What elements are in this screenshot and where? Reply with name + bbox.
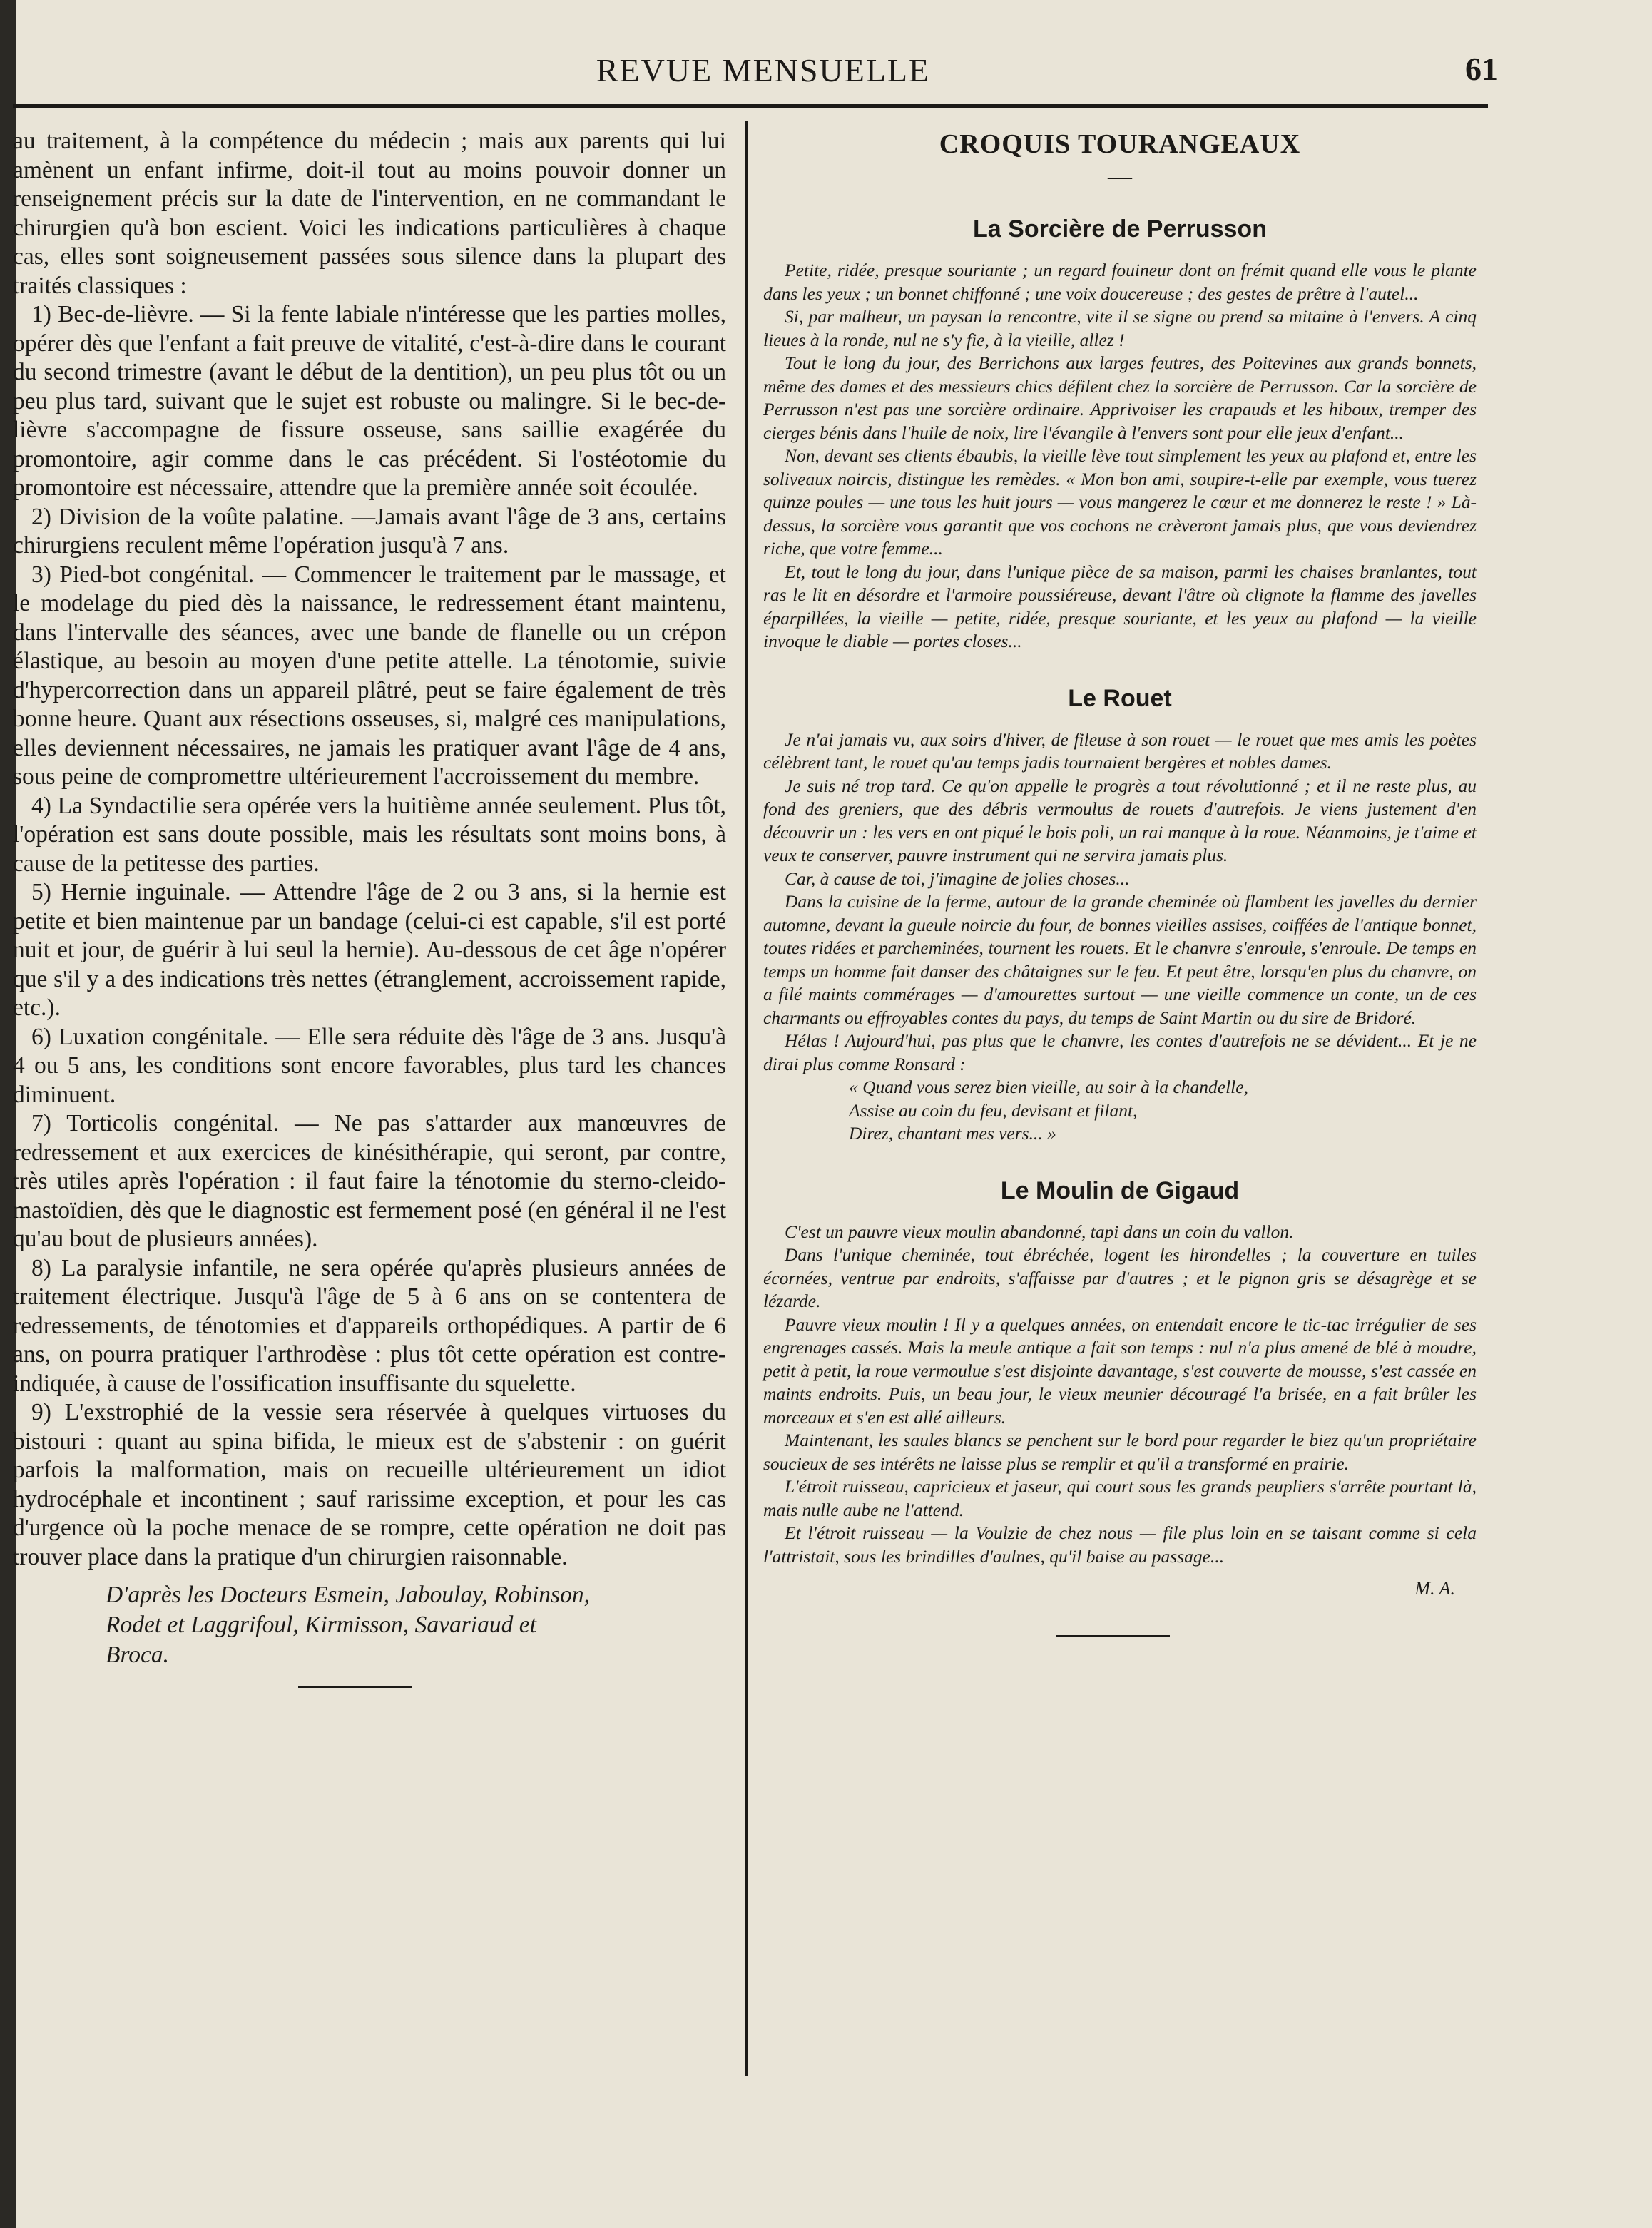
moulin-paragraph: L'étroit ruisseau, capricieux et jaseur, qui court sous les grands peupliers s'arrête pourtant là, mais nulle aube ne l'attend. <box>763 1476 1477 1520</box>
end-rule <box>1056 1635 1170 1637</box>
left-column <box>13 127 726 2067</box>
paragraph-voute-palatine: 2) Division de la voûte palatine. —Jamais avant l'âge de 3 ans, certains chirurgiens reculent même l'opération jusqu'à 7 ans. <box>13 503 726 559</box>
column-divider <box>745 121 748 2076</box>
section-moulin <box>763 1177 1477 1638</box>
signature-line: D'après les Docteurs Esmein, Jaboulay, Robinson, <box>106 1582 590 1608</box>
header-rule <box>13 104 1488 108</box>
rouet-paragraph: Je n'ai jamais vu, aux soirs d'hiver, de fileuse à son rouet — le rouet que mes amis les poètes célèbrent tant, le rouet qu'au temps jadis tournaient bergères et nobles dames. <box>763 728 1477 773</box>
sorciere-paragraph: Et, tout le long du jour, dans l'unique pièce de sa maison, parmi les chaises branlantes, tout ras le lit en désordre et l'armoire poussiéreuse, devant l'âtre où clignote la flamme des javelles éparpillées, la vieille — petite, ridée, presque souriante, et les yeux au plafond — la vieille invoque le diable — portes closes... <box>763 561 1477 651</box>
section-sorciere <box>763 215 1477 653</box>
paragraph-hernie: 5) Hernie inguinale. — Attendre l'âge de 2 ou 3 ans, si la hernie est petite et bien maintenue par un bandage (celui-ci est capable, s'il est porté nuit et jour, de guérir à lui seul la hernie). Au-dessous de cet âge n'opérer que s'il y a des indications très nettes (étranglement, accroissement rapide, etc.). <box>13 879 726 1021</box>
moulin-paragraph: C'est un pauvre vieux moulin abandonné, tapi dans un coin du vallon. <box>785 1221 1294 1242</box>
sorciere-paragraph: Tout le long du jour, des Berrichons aux larges feutres, des Poitevines aux grands bonnets, même des dames et des messieurs chics défilent chez la sorcière de Perrusson. Car la sorcière de Perrusson n'est pas une sorcière ordinaire. Apprivoiser les crapauds et les hiboux, tremper des cierges bénis dans l'huile de noix, lire l'évangile à l'envers sont pour elle jeux d'enfant... <box>763 352 1477 443</box>
moulin-paragraph: Et l'étroit ruisseau — la Voulzie de chez nous — file plus loin en se taisant comme si cela l'attristait, sous les brindilles d'aulnes, qu'il baise au passage... <box>763 1522 1477 1567</box>
paragraph-luxation: 6) Luxation congénitale. — Elle sera réduite dès l'âge de 3 ans. Jusqu'à 4 ou 5 ans, les conditions sont encore favorables, plus tard les chances diminuent. <box>13 1023 726 1108</box>
moulin-paragraph: Pauvre vieux moulin ! Il y a quelques années, on entendait encore le tic-tac irrégulier de ses engrenages cassés. Mais la meule antique a fait son temps : nul n'a plus amené de blé à moudre, petit à petit, la roue vermoulue s'est disjointe davantage, s'est couverte de mousse, s'est cassée en maints endroits. Puis, un beau jour, le vieux meunier découragé l'a brisée, en a fait brûler les morceaux et s'en est allé ailleurs. <box>763 1313 1477 1428</box>
section-title-rouet: Le Rouet <box>1068 684 1172 712</box>
ronsard-verse-line: Direz, chantant mes vers... » <box>849 1123 1056 1144</box>
main-title: CROQUIS TOURANGEAUX <box>939 129 1301 159</box>
author-initials: M. A. <box>1414 1578 1455 1599</box>
moulin-paragraph: Dans l'unique cheminée, tout ébréchée, logent les hirondelles ; la couverture en tuiles écornées, ventrue par endroits, s'affaisse par d'autres ; et le pignon gris se désagrège et se lézarde. <box>763 1244 1477 1311</box>
paragraph-bec-de-lievre: 1) Bec-de-lièvre. — Si la fente labiale n'intéresse que les parties molles, opérer dès que l'enfant a fait preuve de vitalité, c'est-à-dire dans le courant du second trimestre (avant le début de la dentition), un peu plus tôt ou un peu plus tard, suivant que le sujet est robuste ou malingre. Si le bec-de-lièvre s'accompagne de fissure osseuse, sans saillie exagérée du promontoire, agir comme dans le cas précédent. Si l'ostéotomie du promontoire est nécessaire, attendre que la première année soit écoulée. <box>13 301 726 501</box>
rouet-paragraph: Car, à cause de toi, j'imagine de jolies choses... <box>785 868 1130 889</box>
paragraph-syndactilie: 4) La Syndactilie sera opérée vers la huitième année seulement. Plus tôt, l'opération est sans doute possible, mais les résultats sont moins bons, à cause de la petitesse des parties. <box>13 792 726 877</box>
section-rouet <box>763 685 1477 1146</box>
paragraph-intro: au traitement, à la compétence du médecin ; mais aux parents qui lui amènent un enfant infirme, doit-il tout au moins pouvoir donner un renseignement précis sur la date de l'intervention, en ne commandant le chirurgien qu'à bon escient. Voici les indications particulières à chaque cas, elles sont soigneusement passées sous silence dans la plupart des traités classiques : <box>13 128 726 299</box>
rouet-paragraph: Hélas ! Aujourd'hui, pas plus que le chanvre, les contes d'autrefois ne se dévident... Et je ne dirai plus comme Ronsard : <box>763 1030 1477 1074</box>
rouet-paragraph: Je suis né trop tard. Ce qu'on appelle le progrès a tout révolutionné ; et il ne reste plus, au fond des greniers, que des débris vermoulus de rouets d'autrefois. Je viens justement d'en découvrir un : les vers en ont piqué le bois poli, un rai manque à la roue. Néanmoins, je t'aime et veux te conserver, pauvre instrument qui ne servira jamais plus. <box>763 775 1477 865</box>
running-title: REVUE MENSUELLE <box>596 52 931 88</box>
ronsard-verse-line: Assise au coin du feu, devisant et filant, <box>849 1099 1138 1121</box>
signature-line: Broca. <box>106 1642 170 1668</box>
title-dash: — <box>1108 163 1132 190</box>
right-column <box>763 128 1477 2069</box>
signature-line: Rodet et Laggrifoul, Kirmisson, Savariaud et <box>106 1612 536 1638</box>
paragraph-torticolis: 7) Torticolis congénital. — Ne pas s'attarder aux manœuvres de redressement et aux exercices de kinésithérapie, qui seront, par contre, très utiles après l'opération : il faut faire la ténotomie du sterno-cleido-mastoïdien, dès que le diagnostic est fermement posé (en général il ne l'est qu'au bout de plusieurs années). <box>13 1110 726 1252</box>
paragraph-paralysie: 8) La paralysie infantile, ne sera opérée qu'après plusieurs années de traitement électrique. Jusqu'à l'âge de 5 à 6 ans on se contentera de redressements, de ténotomies et d'appareils orthopédiques. A partir de 6 ans, on pourra pratiquer l'arthrodèse : plus tôt cette opération est contre-indiquée, à cause de l'ossification insuffisante du squelette. <box>13 1254 726 1397</box>
sorciere-paragraph: Non, devant ses clients ébaubis, la vieille lève tout simplement les yeux au plafond et, entre les soliveaux noircis, distingue les remèdes. « Mon bon ami, soupire-t-elle par exemple, vous tuerez quinze poules — une tous les huit jours — vous mangerez le cœur et me donnerez le reste ! » Là-dessus, la sorcière vous garantit que vos cochons ne crèveront jamais plus, que vous deviendrez riche, que votre femme... <box>763 445 1477 559</box>
paragraph-exstrophie: 9) L'exstrophié de la vessie sera réservée à quelques virtuoses du bistouri : quant au spina bifida, le mieux est de s'abstenir : on guérit parfois la malformation, mais on recueille ultérieurement un idiot hydrocéphale et incontinent ; sauf rarissime exception, et pour les cas d'urgence où la poche menace de se rompre, cette opération ne doit pas trouver place dans la pratique d'un chirurgien raisonnable. <box>13 1399 726 1570</box>
paragraph-pied-bot: 3) Pied-bot congénital. — Commencer le traitement par le massage, et le modelage du pied dès la naissance, le redressement étant maintenu, dans l'intervalle des séances, avec une bande de flanelle ou un crépon élastique, au besoin au moyen d'une petite attelle. La ténotomie, suivie d'hypercorrection dans un appareil plâtré, peut se faire également de très bonne heure. Quant aux résections osseuses, si, malgré ces manipulations, elles deviennent nécessaires, ne jamais les pratiquer avant l'âge de 4 ans, sous peine de compromettre ultérieurement l'accroissement du membre. <box>13 561 726 790</box>
section-title-sorciere: La Sorcière de Perrusson <box>973 215 1267 243</box>
page-number: 61 <box>1465 51 1498 87</box>
sources-signature <box>13 1580 726 1670</box>
moulin-paragraph: Maintenant, les saules blancs se penchent sur le bord pour regarder le biez qu'un propriétaire soucieux de ses intérêts ne laisse plus se remplir et qu'il a transformé en prairie. <box>763 1430 1477 1474</box>
ronsard-verse-line: « Quand vous serez bien vieille, au soir à la chandelle, <box>849 1077 1248 1097</box>
end-rule <box>298 1686 412 1688</box>
page-header <box>29 41 1498 98</box>
rouet-paragraph: Dans la cuisine de la ferme, autour de la grande cheminée où flambent les javelles du dernier automne, devant la gueule noircie du four, de bonnes vieilles assises, coiffées de l'antique bonnet, toutes ridées et parcheminées, tournent les rouets. Et le chanvre s'enroule, s'enroule. De temps en temps un homme fait danser des châtaignes sur le feu. Et peut être, lorsqu'en plus du chanvre, on a filé maints commérages — d'amourettes surtout — une vieille commence un conte, un de ces charmants ou effroyables contes du pays, du temps de Saint Martin ou du sire de Bridoré. <box>763 891 1477 1028</box>
section-title-moulin: Le Moulin de Gigaud <box>1000 1176 1240 1204</box>
sorciere-paragraph: Si, par malheur, un paysan la rencontre, vite il se signe ou prend sa mitaine à l'envers. A cinq lieues à la ronde, nul ne s'y fie, à la vieille, allez ! <box>763 306 1477 350</box>
sorciere-paragraph: Petite, ridée, presque souriante ; un regard fouineur dont on frémit quand elle vous le plante dans les yeux ; un bonnet chiffonné ; une voix doucereuse ; des gestes de prêtre à l'autel... <box>763 260 1477 304</box>
